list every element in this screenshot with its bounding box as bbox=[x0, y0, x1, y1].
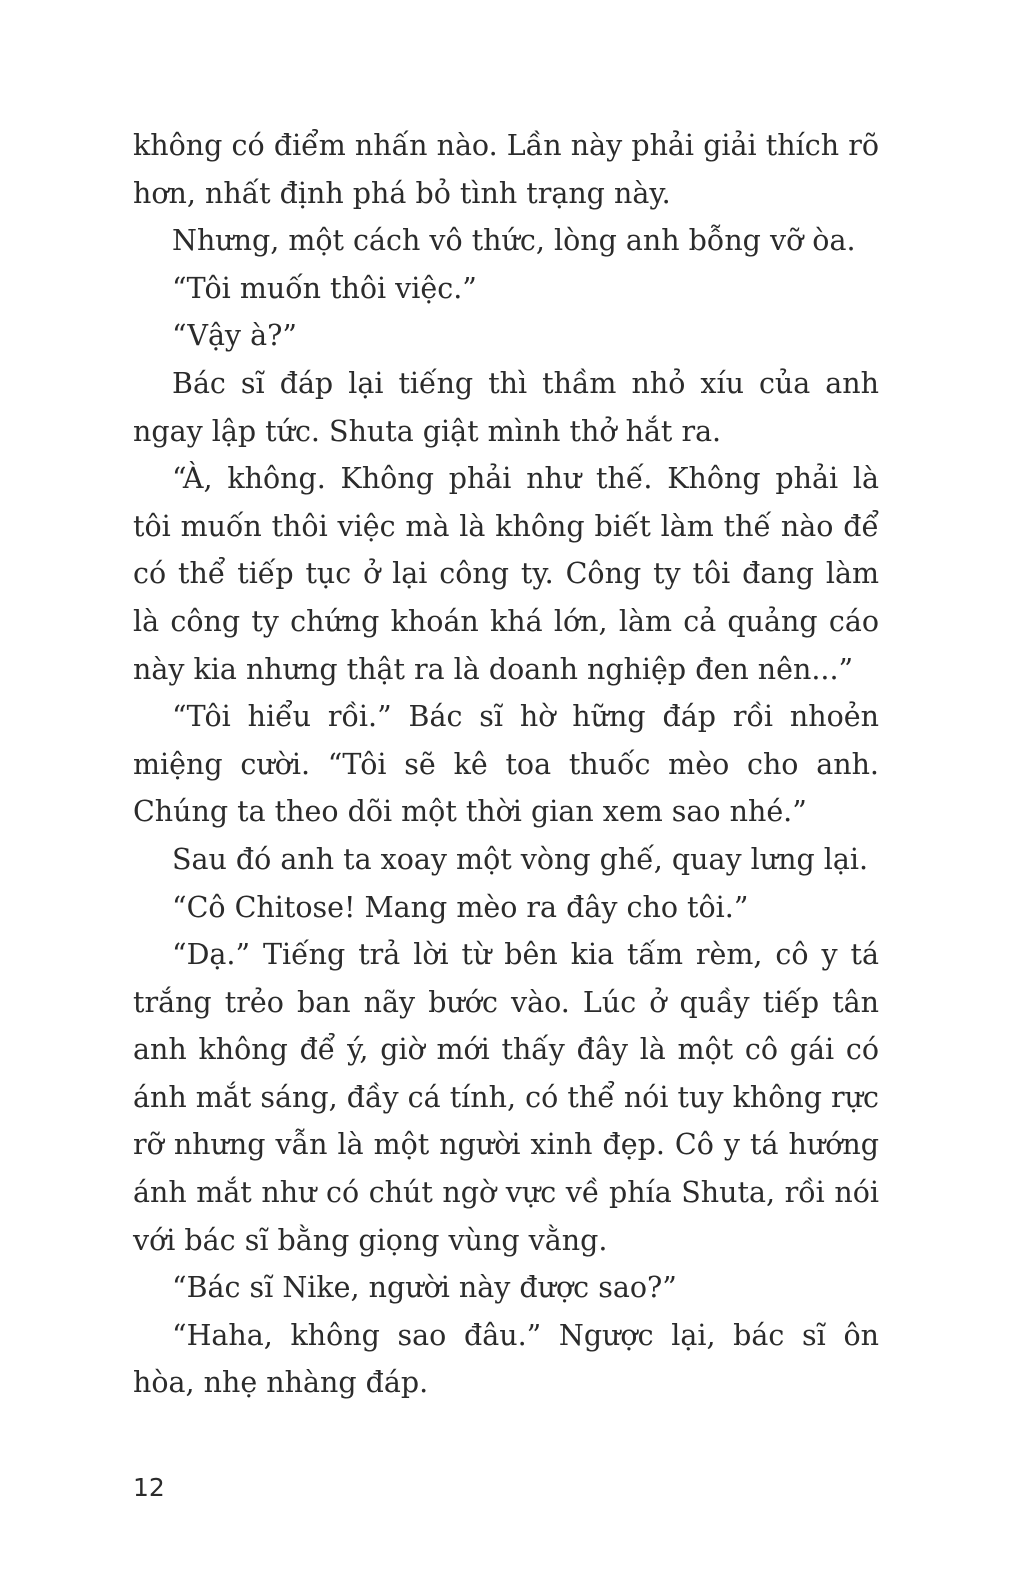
page-number: 12 bbox=[133, 1473, 165, 1502]
paragraph: “Dạ.” Tiếng trả lời từ bên kia tấm rèm, cô y tá trắng trẻo ban nãy bước vào. Lúc ở quầy tiếp tân anh không để ý, giờ mới thấy đây là một cô gái có ánh mắt sáng, đầy cá tính, có thể nói tuy không rực rỡ nhưng vẫn là một người xinh đẹp. Cô y tá hướng ánh mắt như có chút ngờ vực về phía Shuta, rồi nói với bác sĩ bằng giọng vùng vằng. bbox=[133, 938, 879, 1257]
paragraph: Bác sĩ đáp lại tiếng thì thầm nhỏ xíu của anh ngay lập tức. Shuta giật mình thở hắt ra. bbox=[133, 366, 879, 448]
paragraph: “Vậy à?” bbox=[172, 319, 297, 353]
paragraph: “Tôi hiểu rồi.” Bác sĩ hờ hững đáp rồi nhoẻn miệng cười. “Tôi sẽ kê toa thuốc mèo cho anh. Chúng ta theo dõi một thời gian xem sao nhé.” bbox=[133, 700, 879, 829]
paragraph: không có điểm nhấn nào. Lần này phải giải thích rõ hơn, nhất định phá bỏ tình trạng này. bbox=[133, 129, 879, 210]
body-text bbox=[133, 122, 879, 1407]
paragraph: “Tôi muốn thôi việc.” bbox=[172, 271, 477, 305]
paragraph: “Bác sĩ Nike, người này được sao?” bbox=[172, 1271, 677, 1305]
paragraph: Sau đó anh ta xoay một vòng ghế, quay lưng lại. bbox=[172, 842, 869, 876]
paragraph: Nhưng, một cách vô thức, lòng anh bỗng vỡ òa. bbox=[172, 224, 856, 258]
paragraph: “À, không. Không phải như thế. Không phải là tôi muốn thôi việc mà là không biết làm thế nào để có thể tiếp tục ở lại công ty. Công ty tôi đang làm là công ty chứng khoán khá lớn, làm cả quảng cáo này kia nhưng thật ra là doanh nghiệp đen nên...” bbox=[133, 462, 879, 686]
paragraph: “Cô Chitose! Mang mèo ra đây cho tôi.” bbox=[172, 890, 749, 924]
paragraph: “Haha, không sao đâu.” Ngược lại, bác sĩ ôn hòa, nhẹ nhàng đáp. bbox=[133, 1318, 879, 1400]
